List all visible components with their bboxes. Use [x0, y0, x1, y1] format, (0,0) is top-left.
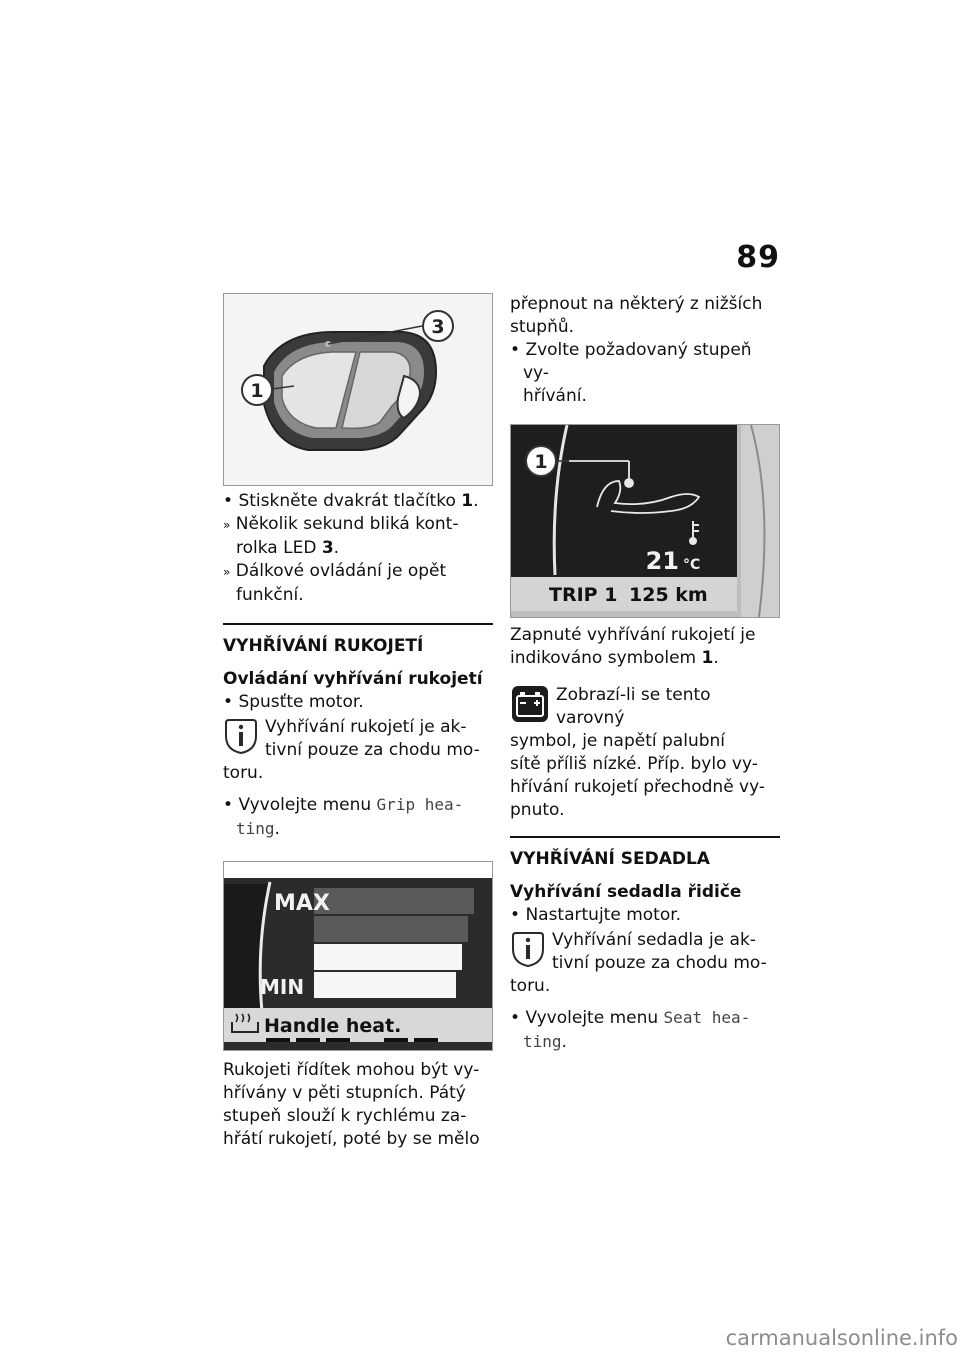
result-led-blinks: » Několik sekund bliká kont- [223, 514, 459, 534]
section-divider [223, 623, 493, 625]
fig3-callout-1: 1 [534, 451, 548, 473]
para-switch-lower-2: stupňů. [510, 317, 575, 337]
handle-heat-display [224, 862, 492, 1050]
para-heat-levels-4: hřátí rukojetí, poté by se mělo [223, 1129, 480, 1149]
note-grip-heating: Vyhřívání rukojetí je ak- tivní pouze za chodu mo- toru. [223, 717, 480, 783]
para-heat-levels-3: stupeň slouží k rychlému za- [223, 1106, 467, 1126]
trip-label: TRIP 1 [549, 584, 618, 606]
heat-level-4 [314, 888, 474, 914]
warning-low-voltage: Zobrazí-li se tento varovný symbol, je napětí palubní sítě příliš nízké. Příp. bylo vy- hřívání rukojetí přechodně vy- pnuto. [510, 685, 766, 820]
page-number: 89 [736, 240, 780, 275]
step-start-engine-2: • Nastartujte motor. [510, 905, 682, 925]
step-select-level-cont: hřívání. [523, 386, 587, 406]
right-column [510, 293, 780, 1054]
result-remote-functional: » Dálkové ovládání je opět [223, 561, 447, 581]
para-heat-levels-1: Rukojeti řídítek mohou být vy- [223, 1060, 480, 1080]
section-heading-seat-heating: VYHŘÍVÁNÍ SEDADLA [510, 849, 710, 869]
para-indicator-1: Zapnuté vyhřívání rukojetí je [510, 625, 756, 645]
para-switch-lower-1: přepnout na některý z nižších [510, 294, 763, 314]
temperature-value: 21 [645, 547, 679, 575]
dashboard-display-figure [510, 424, 780, 618]
section-divider-2 [510, 836, 780, 838]
info-icon [510, 929, 546, 969]
max-label: MAX [274, 891, 330, 916]
note-seat-heating: Vyhřívání sedadla je ak- tivní pouze za chodu mo- toru. [510, 930, 767, 996]
info-icon [223, 716, 259, 756]
handle-heat-display-figure [223, 861, 493, 1051]
handle-heat-label: Handle heat. [264, 1015, 402, 1037]
heat-level-3 [314, 916, 468, 942]
trip-value: 125 km [629, 584, 708, 606]
watermark: carmanualsonline.info [725, 1326, 958, 1350]
para-heat-levels-2: hřívány v pěti stupních. Pátý [223, 1083, 466, 1103]
subheading-grip-control: Ovládání vyhřívání rukojetí [223, 669, 483, 689]
step-open-seat-menu-cont: ting. [523, 1032, 567, 1052]
heat-level-1 [314, 972, 456, 998]
step-open-grip-menu-cont: ting. [236, 819, 280, 839]
step-open-grip-menu: • Vyvolejte menu Grip hea- [223, 795, 464, 815]
step-press-button: • Stiskněte dvakrát tlačítko 1. [223, 491, 479, 511]
step-open-seat-menu: • Vyvolejte menu Seat hea- [510, 1008, 751, 1028]
fig1-callout-1: 1 [250, 380, 264, 402]
result-led-blinks-cont: rolka LED 3. [236, 538, 340, 558]
para-indicator-2: indikováno symbolem 1. [510, 648, 719, 668]
section-heading-grip-heating: VYHŘÍVÁNÍ RUKOJETÍ [223, 636, 424, 656]
subheading-rider-seat: Vyhřívání sedadla řidiče [510, 882, 742, 902]
result-remote-functional-cont: funkční. [236, 585, 304, 605]
temperature-unit: °C [683, 557, 701, 573]
step-select-level: • Zvolte požadovaný stupeň vy- [510, 340, 752, 383]
step-start-engine: • Spusťte motor. [223, 692, 364, 712]
key-fob-figure [223, 293, 493, 486]
key-fob-illustration [224, 294, 492, 485]
left-column [223, 293, 493, 1151]
min-label: MIN [260, 975, 305, 999]
battery-warning-icon [510, 684, 550, 724]
dashboard-display [511, 425, 779, 617]
heat-level-2 [314, 944, 462, 970]
fig1-callout-3: 3 [431, 316, 445, 338]
